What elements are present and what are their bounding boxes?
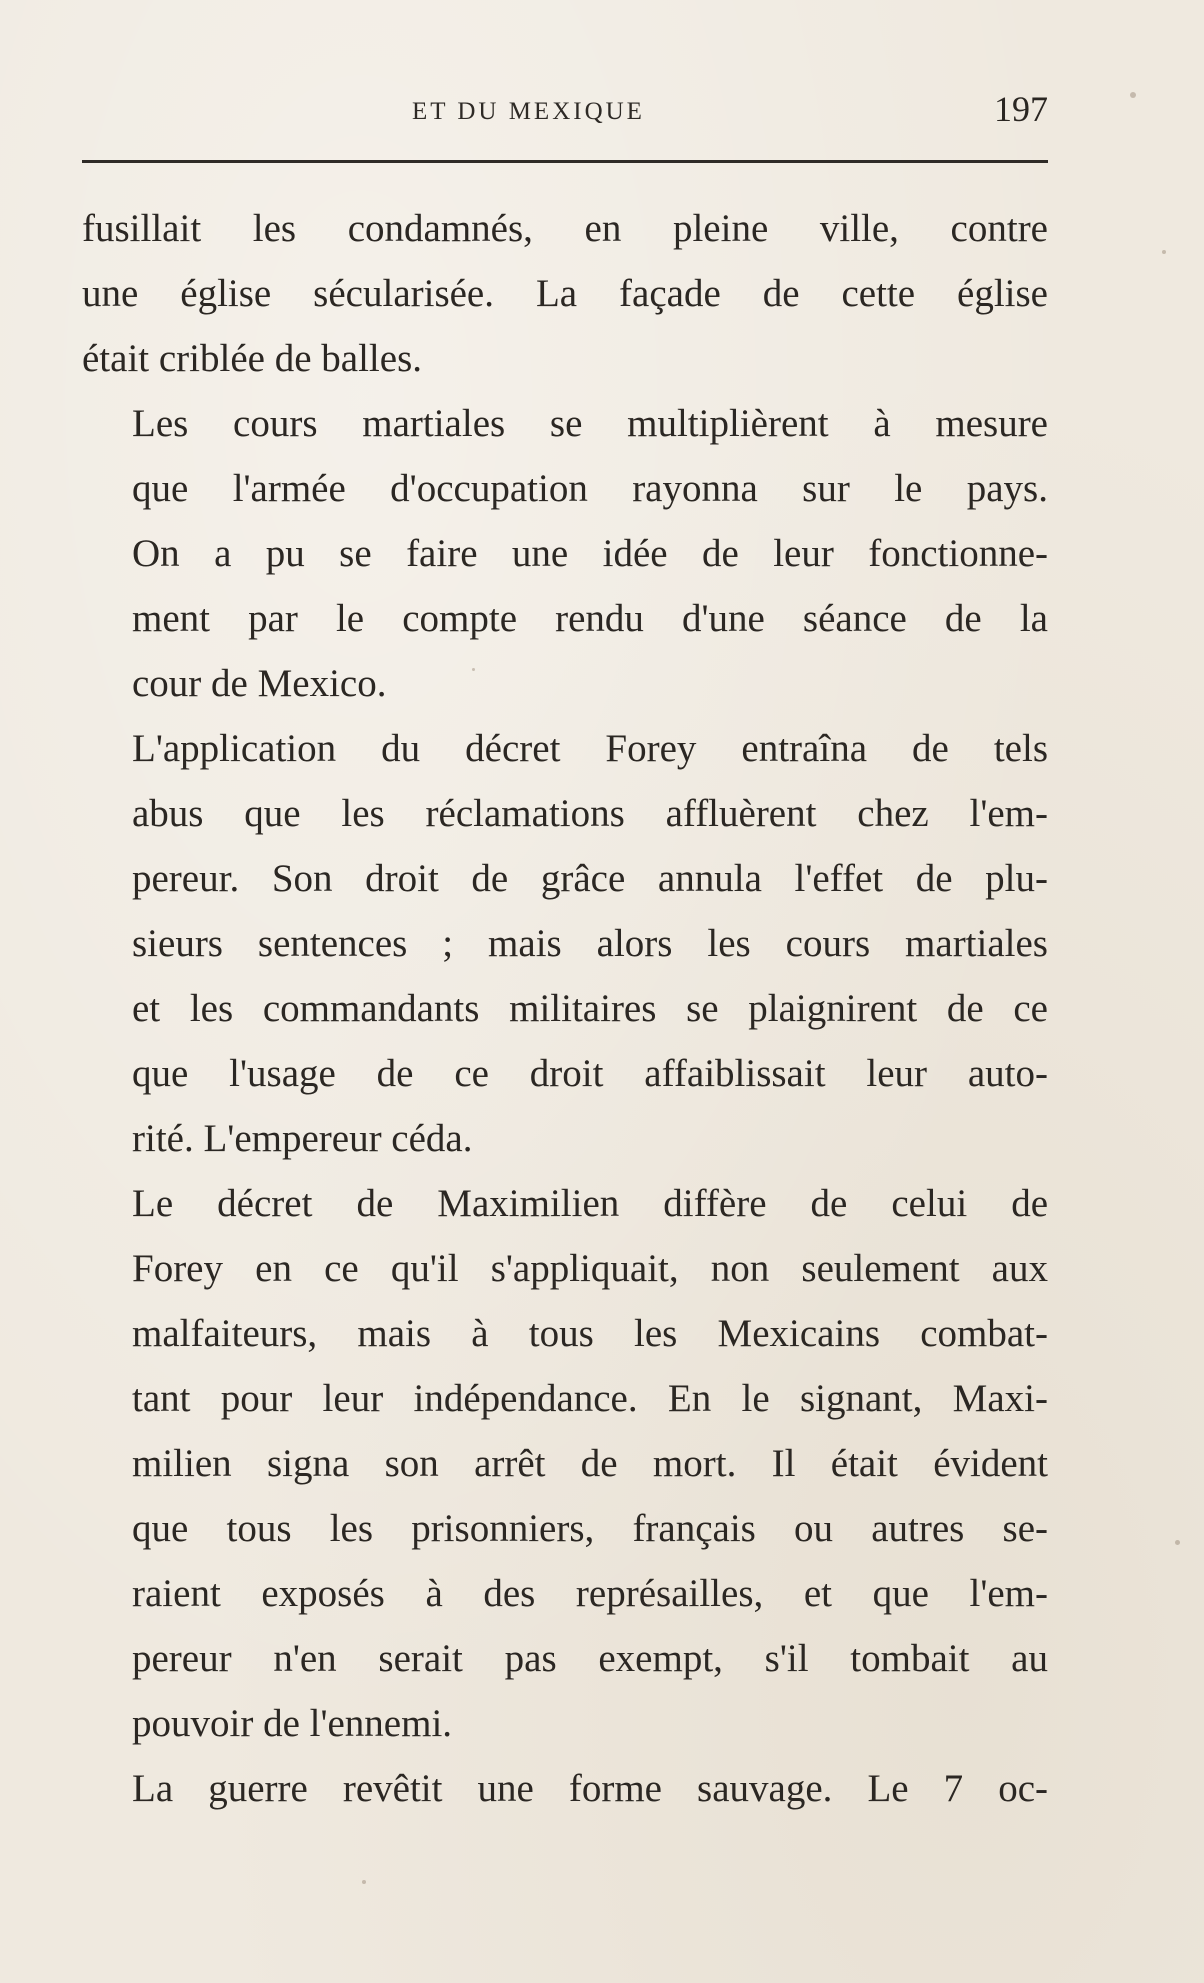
text-line: que l'armée d'occupation rayonna sur le pays. bbox=[132, 467, 1048, 510]
text-line: pereur n'en serait pas exempt, s'il tombait au bbox=[132, 1637, 1048, 1680]
text-line: fusillait les condamnés, en pleine ville, contre bbox=[82, 207, 1048, 250]
text-line: était criblée de balles. bbox=[82, 337, 422, 380]
text-line: Le décret de Maximilien diffère de celui de bbox=[132, 1182, 1048, 1225]
text-line: malfaiteurs, mais à tous les Mexicains combat- bbox=[132, 1312, 1048, 1355]
text-line: On a pu se faire une idée de leur fonctionne- bbox=[132, 532, 1048, 575]
text-line: une église sécularisée. La façade de cette église bbox=[82, 272, 1048, 315]
running-title: ET DU MEXIQUE bbox=[412, 98, 645, 125]
text-line: Les cours martiales se multiplièrent à mesure bbox=[132, 402, 1048, 445]
text-line: Forey en ce qu'il s'appliquait, non seulement aux bbox=[132, 1247, 1048, 1290]
text-line: sieurs sentences ; mais alors les cours martiales bbox=[132, 922, 1048, 965]
paper-speck bbox=[1175, 1540, 1180, 1545]
running-head bbox=[82, 88, 1048, 138]
paper-speck bbox=[1130, 92, 1136, 98]
text-line: abus que les réclamations affluèrent chez l'em- bbox=[132, 792, 1048, 835]
text-line: que tous les prisonniers, français ou autres se- bbox=[132, 1507, 1048, 1550]
text-line: ment par le compte rendu d'une séance de la bbox=[132, 597, 1048, 640]
text-line: raient exposés à des représailles, et que l'em- bbox=[132, 1572, 1048, 1615]
paragraph-2 bbox=[82, 391, 1048, 716]
text-line: pouvoir de l'ennemi. bbox=[132, 1702, 453, 1745]
text-line: L'application du décret Forey entraîna de tels bbox=[132, 727, 1048, 770]
paper-speck bbox=[362, 1880, 366, 1884]
paragraph-1 bbox=[82, 196, 1048, 391]
paper-speck bbox=[472, 668, 475, 671]
header-rule bbox=[82, 160, 1048, 163]
text-line: que l'usage de ce droit affaiblissait leur auto- bbox=[132, 1052, 1048, 1095]
paragraph-5 bbox=[82, 1756, 1048, 1821]
text-line: rité. L'empereur céda. bbox=[132, 1117, 473, 1160]
paragraph-3 bbox=[82, 716, 1048, 1171]
text-line: tant pour leur indépendance. En le signant, Maxi- bbox=[132, 1377, 1048, 1420]
page-number: 197 bbox=[994, 89, 1048, 129]
text-line: milien signa son arrêt de mort. Il était évident bbox=[132, 1442, 1048, 1485]
text-line: cour de Mexico. bbox=[132, 662, 387, 705]
body-text bbox=[82, 196, 1048, 1821]
text-line: La guerre revêtit une forme sauvage. Le 7 oc- bbox=[132, 1767, 1048, 1810]
text-line: pereur. Son droit de grâce annula l'effet de plu- bbox=[132, 857, 1048, 900]
paper-speck bbox=[1162, 250, 1166, 254]
paragraph-4 bbox=[82, 1171, 1048, 1756]
text-line: et les commandants militaires se plaignirent de ce bbox=[132, 987, 1048, 1030]
